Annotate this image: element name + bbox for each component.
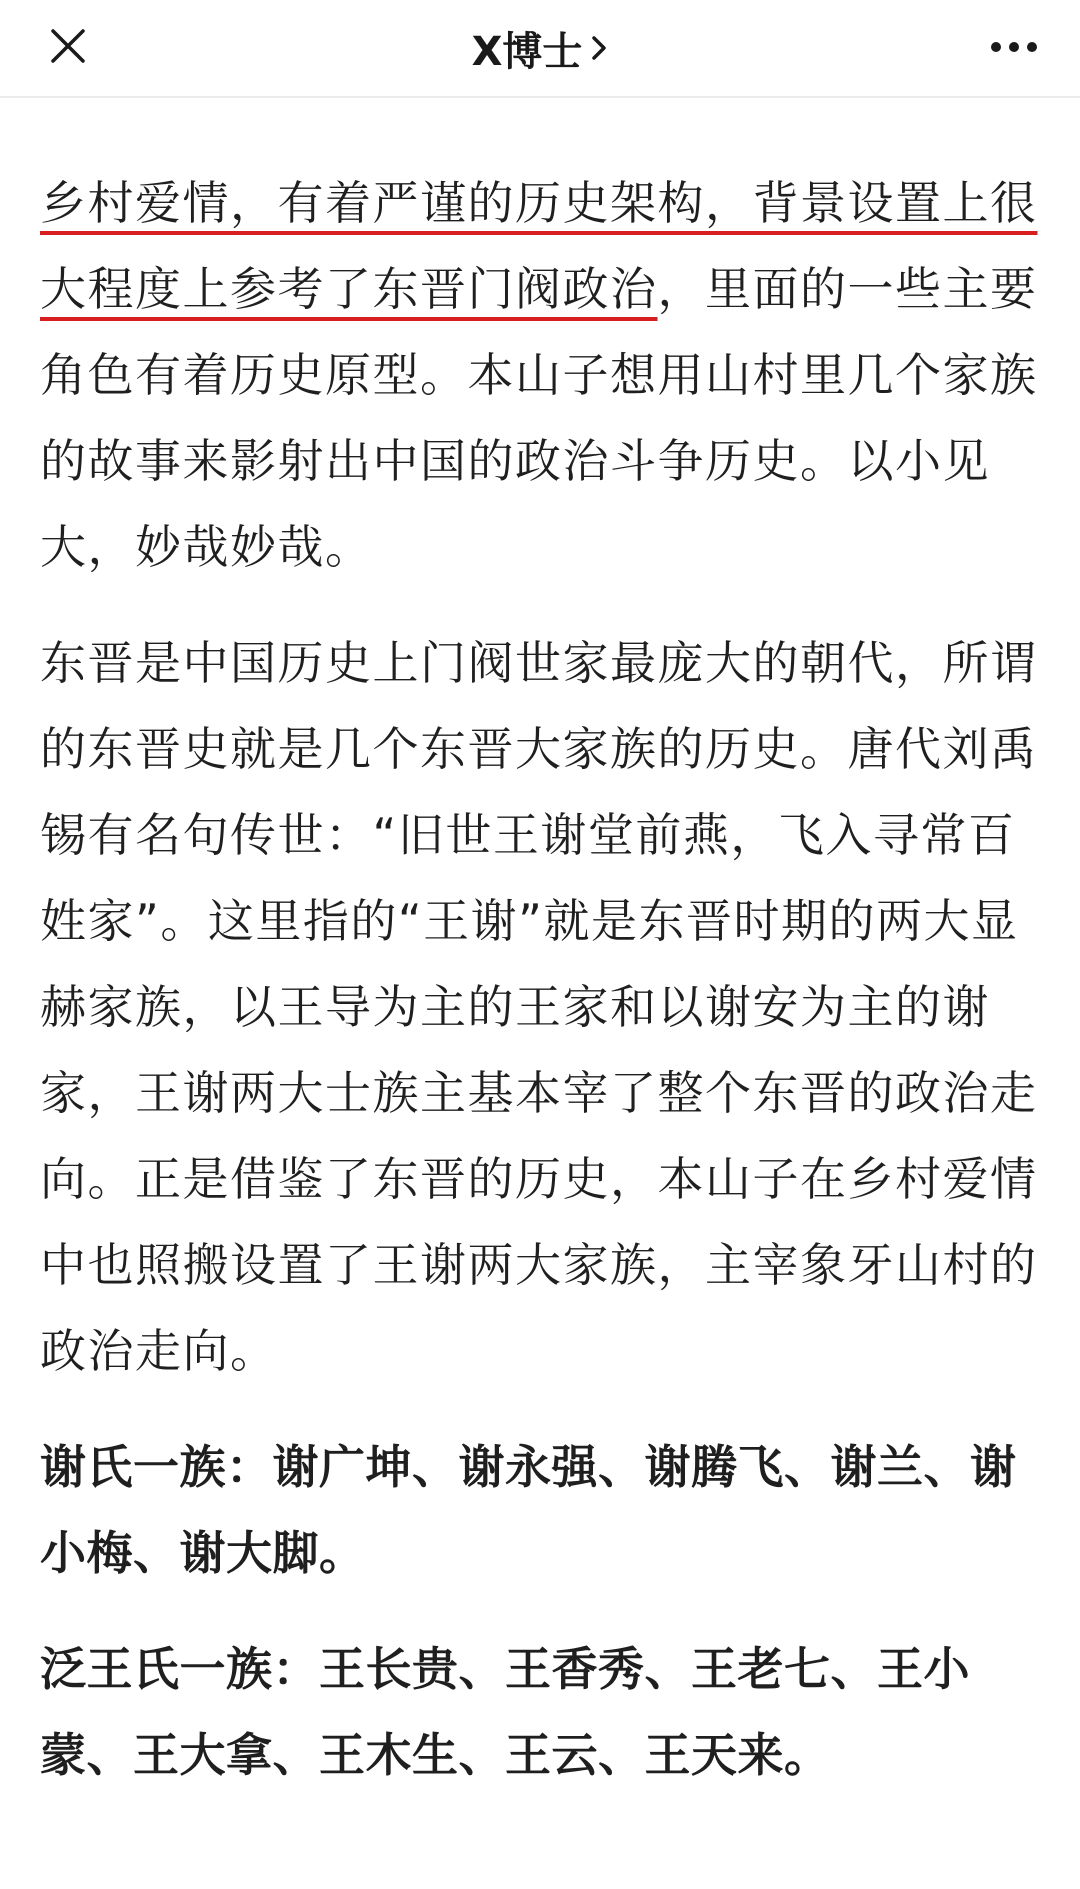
account-title-button[interactable] — [472, 20, 609, 77]
account-name: X博士 — [471, 28, 583, 75]
paragraph-wang-family: 泛王氏一族：王长贵、王香秀、王老七、王小蒙、王大拿、王木生、王云、王天来。 — [40, 1642, 970, 1782]
article-body — [40, 160, 1050, 1798]
paragraph-intro-rest: ，里面的一些主要角色有着历史原型。本山子想用山村里几个家族的故事来影射出中国的政治斗争历史。以小见大，妙哉妙哉。 — [40, 262, 1038, 574]
more-horizontal-icon — [990, 41, 1038, 53]
paragraph-intro — [40, 160, 1050, 590]
title-area — [0, 0, 1080, 96]
top-nav-bar — [0, 0, 1080, 98]
more-options-button[interactable] — [984, 22, 1044, 72]
chevron-right-icon — [590, 32, 608, 64]
paragraph-history: 东晋是中国历史上门阀世家最庞大的朝代，所谓的东晋史就是几个东晋大家族的历史。唐代刘禹锡有名句传世：“旧世王谢堂前燕，飞入寻常百姓家”。这里指的“王谢”就是东晋时期的两大显赫家族，以王导为主的王家和以谢安为主的谢家，王谢两大士族主基本宰了整个东晋的政治走向。正是借鉴了东晋的历史，本山子在乡村爱情中也照搬设置了王谢两大家族，主宰象牙山村的政治走向。 — [40, 636, 1038, 1378]
underlined-highlight: 乡村爱情，有着严谨的历史架构，背景设置上很大程度上参考了东晋门阀政治 — [40, 176, 1038, 316]
paragraph-xie-family: 谢氏一族：谢广坤、谢永强、谢腾飞、谢兰、谢小梅、谢大脚。 — [40, 1440, 1017, 1580]
